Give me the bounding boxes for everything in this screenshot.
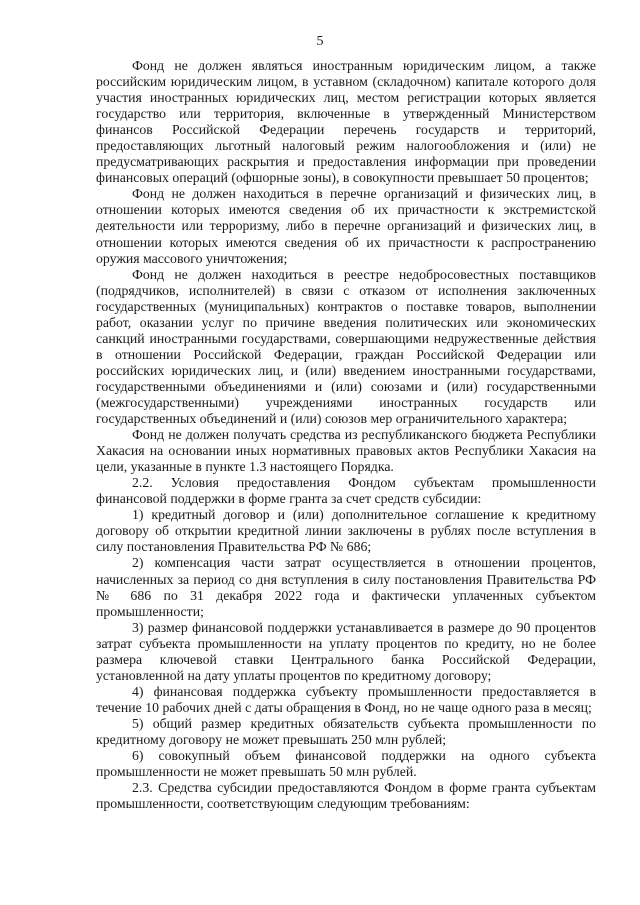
paragraph-budget-funds-requirement: Фонд не должен получать средства из республиканского бюджета Республики Хакасия на основании иных нормативных правовых актов Республики Хакасия на цели, указанные в пункте 1.3 настоящего Порядка. — [96, 427, 596, 475]
paragraph-section-2-2: 2.2. Условия предоставления Фондом субъектам промышленности финансовой поддержки в форме гранта за счет средств субсидии: — [96, 475, 596, 507]
list-item-condition-3: 3) размер финансовой поддержки устанавливается в размере до 90 процентов затрат субъекта промышленности на уплату процентов по кредиту, но не более размера ключевой ставки Центрального банка Российской Федерации, установленной на дату уплаты процентов по кредитному договору; — [96, 619, 596, 683]
list-item-condition-2: 2) компенсация части затрат осуществляется в отношении процентов, начисленных за период со дня вступления в силу постановления Правительства РФ № 686 по 31 декабря 2022 года и фактически уплаченных субъектом промышленности; — [96, 555, 596, 619]
paragraph-unfair-suppliers-requirement: Фонд не должен находиться в реестре недобросовестных поставщиков (подрядчиков, исполнителей) в связи с отказом от исполнения заключенных государственных (муниципальных) контрактов о поставке товаров, выполнении работ, оказании услуг по причине введения политических или экономических санкций иностранными государствами, совершающими недружественные действия в отношении Российской Федерации, граждан Российской Федерации или российских юридических лиц, и (или) введением иностранными государствами, государственными объединениями и (или) союзами и (или) государственными (межгосударственными) учреждениями иностранных государств или государственных объединений и (или) союзов мер ограничительного характера; — [96, 266, 596, 427]
list-item-condition-6: 6) совокупный объем финансовой поддержки на одного субъекта промышленности не может превышать 50 млн рублей. — [96, 748, 596, 780]
document-body — [96, 58, 596, 812]
list-item-condition-5: 5) общий размер кредитных обязательств субъекта промышленности по кредитному договору не может превышать 250 млн рублей; — [96, 715, 596, 747]
paragraph-extremism-list-requirement: Фонд не должен находиться в перечне организаций и физических лиц, в отношении которых имеются сведения об их причастности к экстремистской деятельности или терроризму, либо в перечне организаций и физических лиц, в отношении которых имеются сведения об их причастности к распространению оружия массового уничтожения; — [96, 186, 596, 266]
list-item-condition-4: 4) финансовая поддержка субъекту промышленности предоставляется в течение 10 рабочих дней с даты обращения в Фонд, но не чаще одного раза в месяц; — [96, 683, 596, 715]
paragraph-offshore-requirement: Фонд не должен являться иностранным юридическим лицом, а также российским юридическим лицом, в уставном (складочном) капитале которого доля участия иностранных юридических лиц, местом регистрации которых является государство или территория, включенные в утвержденный Министерством финансов Российской Федерации перечень государств и территорий, предоставляющих льготный налоговый режим налогообложения и (или) не предусматривающих раскрытия и предоставления информации при проведении финансовых операций (офшорные зоны), в совокупности превышает 50 процентов; — [96, 58, 596, 186]
page-number: 5 — [316, 34, 324, 49]
list-item-condition-1: 1) кредитный договор и (или) дополнительное соглашение к кредитному договору об открытии кредитной линии заключены в рублях после вступления в силу постановления Правительства РФ № 686; — [96, 507, 596, 555]
paragraph-section-2-3: 2.3. Средства субсидии предоставляются Фондом в форме гранта субъектам промышленности, соответствующим следующим требованиям: — [96, 780, 596, 812]
